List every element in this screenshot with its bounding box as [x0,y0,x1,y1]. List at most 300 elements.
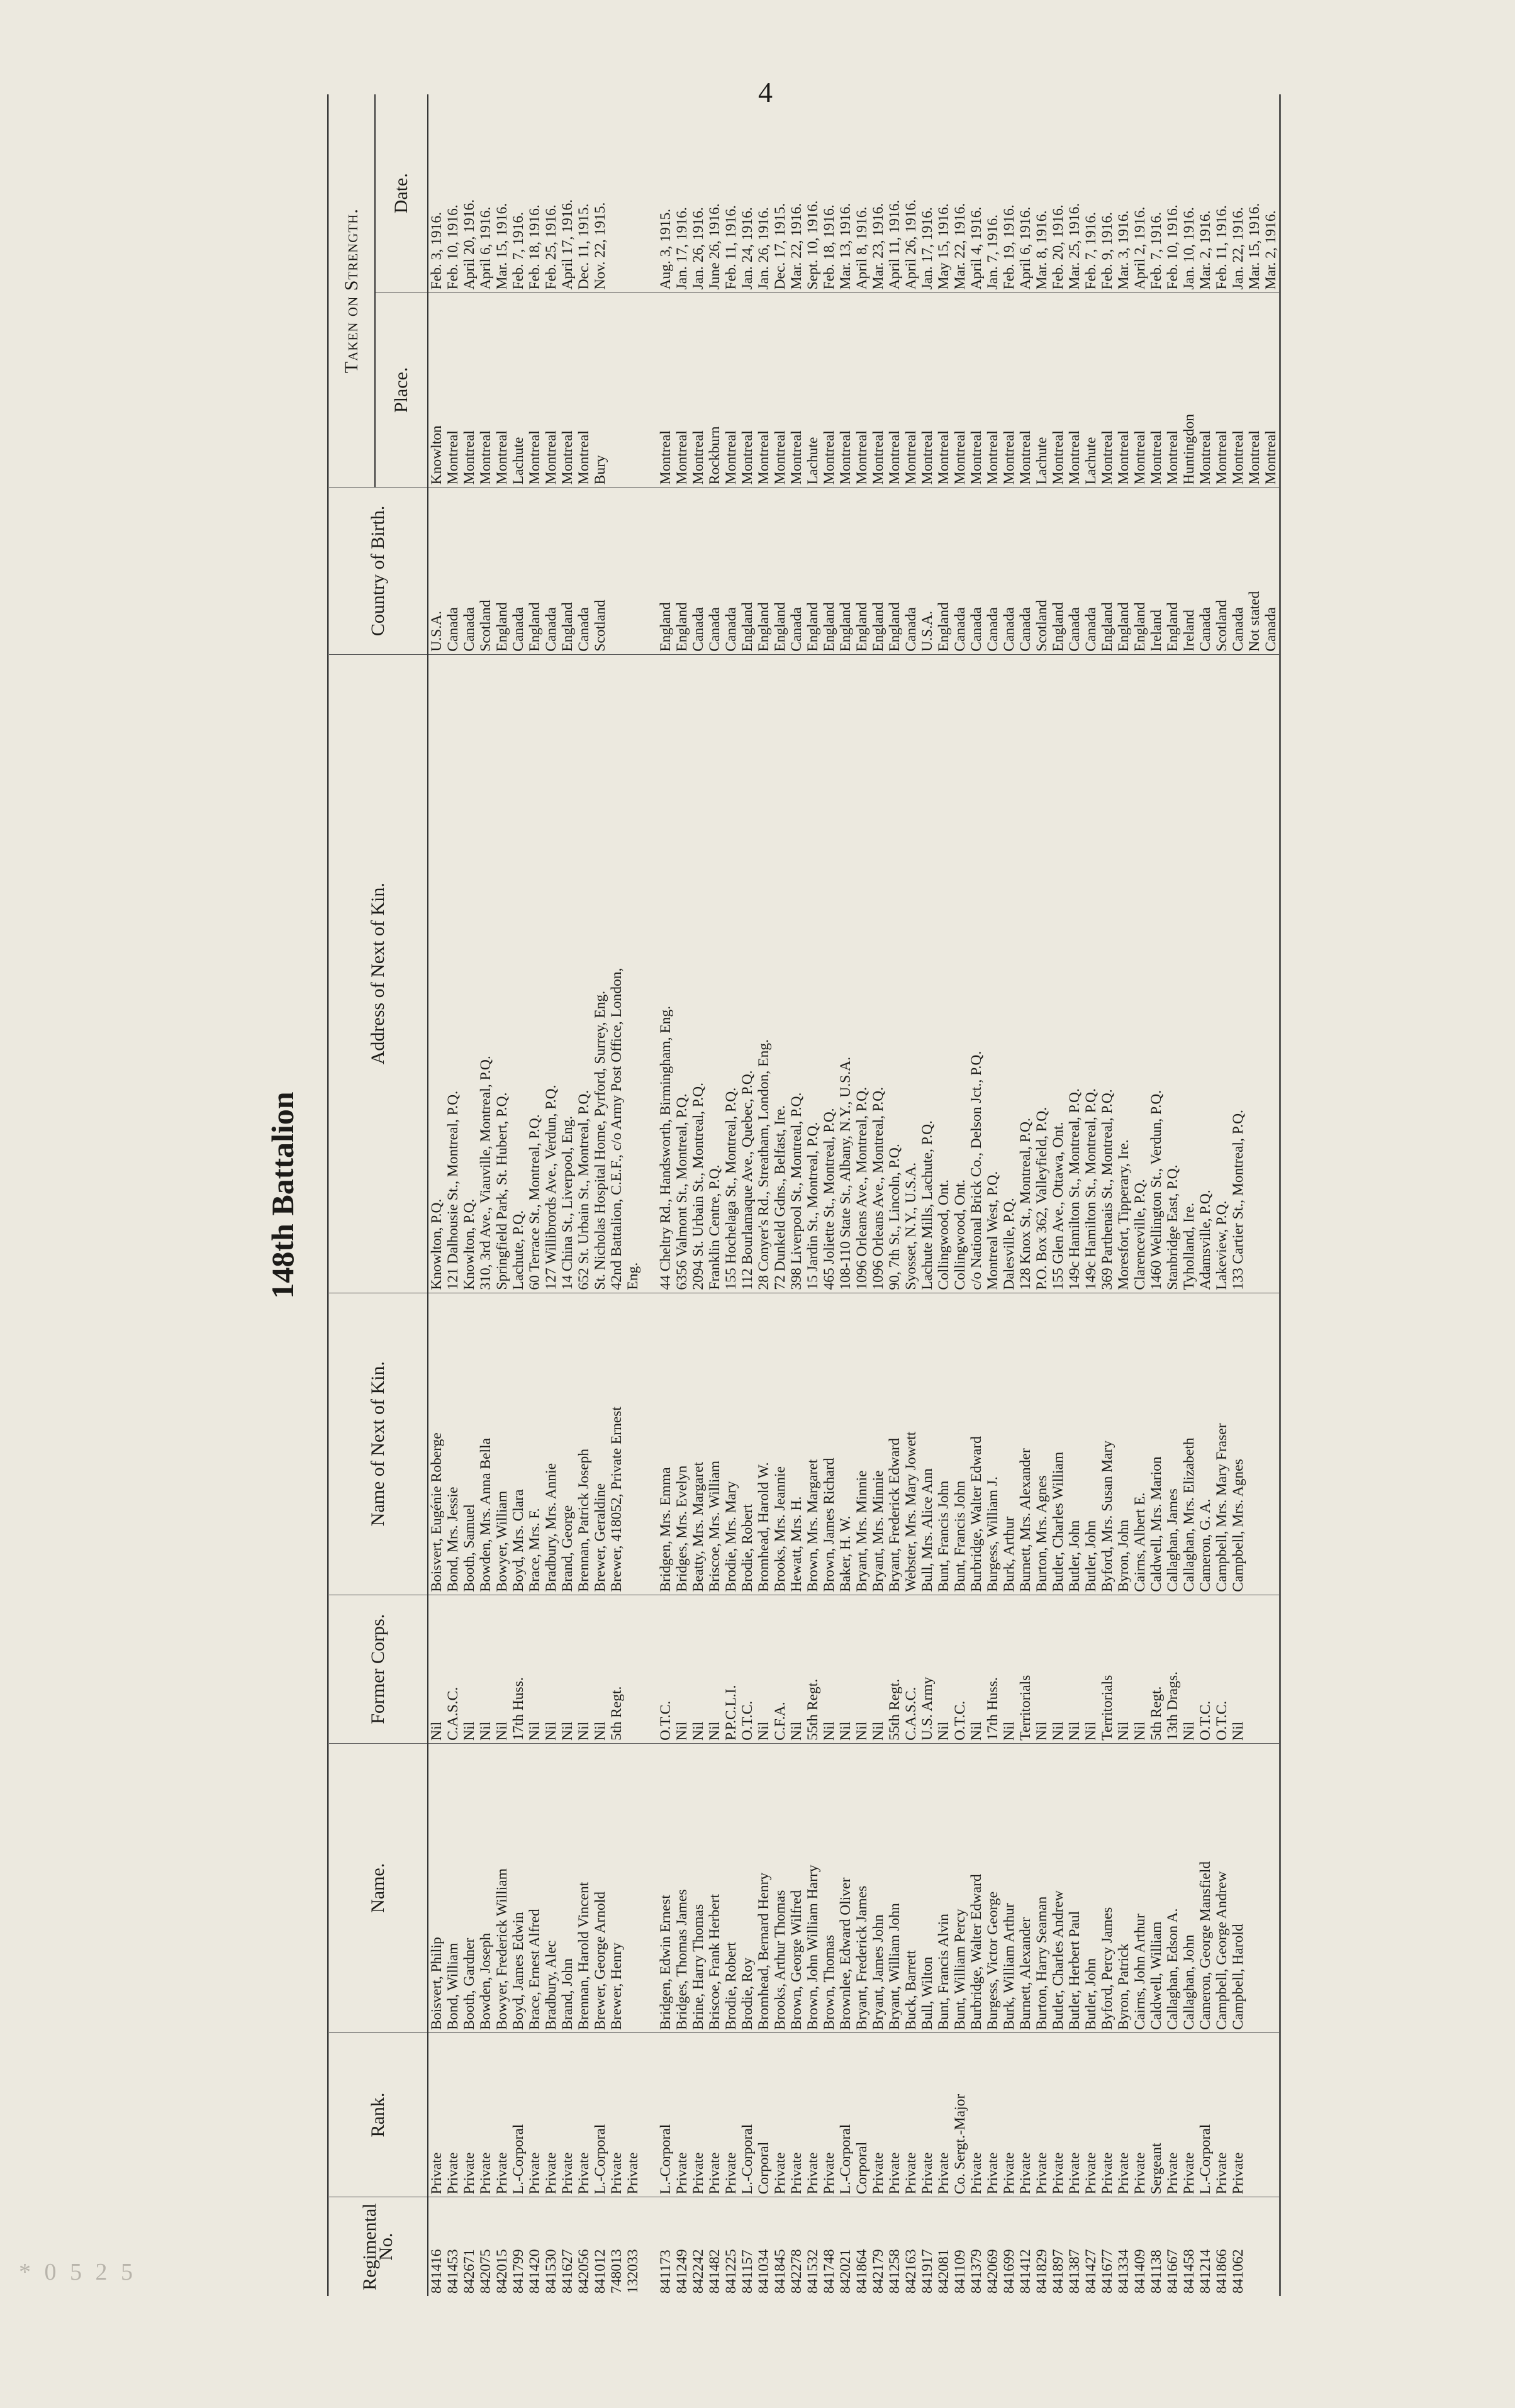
cell-former-corps: Nil [576,1595,592,1743]
cell-country: Canada [690,488,707,654]
cell-former-corps: U.S. Army [919,1595,936,1743]
cell-country: England [772,488,788,654]
table-row [854,94,870,2296]
cell-next-of-kin: Bryant, Frederick Edward [886,1293,903,1595]
table-row [1181,94,1197,2296]
cell-place: Montreal [723,293,739,488]
cell-address: Montreal West, P.Q. [985,654,1001,1293]
table-row [1246,94,1263,2296]
cell-former-corps: Nil [1132,1595,1148,1743]
header-address: Address of Next of Kin. [328,654,428,1293]
table-row [608,94,625,2296]
cell-address [641,654,657,1293]
cell-date: April 11, 1916. [886,199,903,290]
cell-former-corps [1246,1595,1263,1743]
cell-address: c/o National Brick Co., Delson Jct., P.Q. [968,654,985,1293]
cell-regimental-no: 842242 [690,2197,707,2296]
cell-rank: Private [1115,2032,1132,2197]
table-row [788,94,805,2296]
cell-rank: Private [674,2032,690,2197]
cell-country: Canada [576,488,592,654]
cell-regimental-no: 841427 [1083,2197,1099,2296]
cell-next-of-kin: Bryant, Mrs. Minnie [870,1293,886,1595]
cell-regimental-no: 132033 [625,2197,641,2296]
cell-address: 90, 7th St., Lincoln, P.Q. [886,654,903,1293]
cell-country [625,488,641,654]
cell-address: 149c Hamilton St., Montreal, P.Q. [1083,654,1099,1293]
cell-address: Springfield Park, St. Hubert, P.Q. [494,654,510,1293]
cell-rank: Private [919,2032,936,2197]
cell-name [1246,1743,1263,2032]
cell-date: Aug. 3, 1915. [657,208,674,290]
cell-regimental-no: 842671 [461,2197,478,2296]
cell-next-of-kin [1246,1293,1263,1595]
table-row [723,94,739,2296]
cell-former-corps: 5th Regt. [608,1595,625,1743]
cell-country: Canada [445,488,461,654]
cell-regimental-no: 841409 [1132,2197,1148,2296]
cell-name: Callaghan, John [1181,1743,1197,2032]
cell-regimental-no: 841379 [968,2197,985,2296]
cell-date: Feb. 11, 1916. [723,205,739,290]
cell-address: 1096 Orleans Ave., Montreal, P.Q. [870,654,886,1293]
cell-date: Jan. 24, 1916. [739,207,756,290]
cell-regimental-no [1246,2197,1263,2296]
cell-regimental-no: 842163 [903,2197,919,2296]
table-row [592,94,608,2296]
cell-country: England [1099,488,1115,654]
cell-country: Scotland [592,488,608,654]
cell-date: Jan. 26, 1916. [690,207,707,290]
cell-former-corps: Territorials [1017,1595,1034,1743]
cell-address: 44 Cheltry Rd., Handsworth, Birmingham, Eng. [657,654,674,1293]
cell-address: Lachute Mills, Lachute, P.Q. [919,654,936,1293]
table-row [690,94,707,2296]
cell-name: Bryant, William John [886,1743,903,2032]
cell-regimental-no: 841829 [1034,2197,1050,2296]
cell-regimental-no: 841627 [559,2197,576,2296]
cell-next-of-kin: Byron, John [1115,1293,1132,1595]
cell-date: Mar. 22, 1916. [788,203,805,290]
table-row [968,94,985,2296]
cell-country: Canada [985,488,1001,654]
cell-rank: Private [886,2032,903,2197]
cell-address: 369 Parthenais St., Montreal, P.Q. [1099,654,1115,1293]
cell-address: 133 Cartier St., Montreal, P.Q. [1230,654,1246,1293]
cell-next-of-kin: Bowyer, William [494,1293,510,1595]
cell-address: Collingwood, Ont. [936,654,952,1293]
cell-regimental-no: 841482 [707,2197,723,2296]
table-row [1263,94,1280,2296]
cell-name: Burbridge, Walter Edward [968,1743,985,2032]
cell-place: Montreal [870,293,886,488]
cell-name: Bradbury, Alec [543,1743,559,2032]
cell-name: Bowyer, Frederick William [494,1743,510,2032]
cell-country: England [854,488,870,654]
cell-address: Tyholland, Ire. [1181,654,1197,1293]
cell-next-of-kin: Butler, John [1083,1293,1099,1595]
cell-next-of-kin: Bradbury, Mrs. Annie [543,1293,559,1595]
cell-country: Canada [1230,488,1246,654]
cell-former-corps: O.T.C. [1197,1595,1214,1743]
table-row [674,94,690,2296]
cell-address: 398 Liverpool St., Montreal, P.Q. [788,654,805,1293]
cell-address: Clarenceville, P.Q. [1132,654,1148,1293]
cell-address: 108-110 State St., Albany, N.Y., U.S.A. [837,654,854,1293]
cell-rank: Private [478,2032,494,2197]
cell-name: Bunt, William Percy [952,1743,968,2032]
cell-country: Canada [1197,488,1214,654]
cell-date [625,94,641,293]
cell-name: Brine, Harry Thomas [690,1743,707,2032]
cell-rank: L.-Corporal [657,2032,674,2197]
cell-date: Feb. 18, 1916. [527,204,543,290]
cell-next-of-kin: Bond, Mrs. Jessie [445,1293,461,1595]
table-row [805,94,821,2296]
cell-regimental-no: 841699 [1001,2197,1017,2296]
cell-former-corps: Nil [690,1595,707,1743]
cell-regimental-no: 842278 [788,2197,805,2296]
cell-date: April 6, 1916. [1017,206,1034,290]
cell-place: Montreal [1050,293,1066,488]
cell-former-corps: Nil [461,1595,478,1743]
cell-former-corps: Nil [870,1595,886,1743]
cell-address: 60 Terrace St., Montreal, P.Q. [527,654,543,1293]
cell-rank: Private [1165,2032,1181,2197]
cell-date: Feb. 20, 1916. [1050,204,1066,290]
table-row [576,94,592,2296]
header-next-of-kin: Name of Next of Kin. [328,1293,428,1595]
cell-address: Collingwood, Ont. [952,654,968,1293]
cell-regimental-no: 841249 [674,2197,690,2296]
cell-regimental-no: 842015 [494,2197,510,2296]
table-row [494,94,510,2296]
cell-place: Montreal [690,293,707,488]
table-row [543,94,559,2296]
cell-address: Lakeview, P.Q. [1214,654,1230,1293]
cell-place: Montreal [1115,293,1132,488]
table-row [739,94,756,2296]
cell-place: Montreal [772,293,788,488]
cell-regimental-no: 841677 [1099,2197,1115,2296]
cell-country: England [739,488,756,654]
cell-country [608,488,625,654]
cell-name: Boyd, James Edwin [510,1743,527,2032]
cell-rank: Private [821,2032,837,2197]
cell-former-corps: Nil [788,1595,805,1743]
cell-address: 652 St. Urbain St., Montreal, P.Q. [576,654,592,1293]
table-row [952,94,968,2296]
cell-former-corps: Nil [1066,1595,1083,1743]
cell-former-corps: Nil [559,1595,576,1743]
cell-address: Franklin Centre, P.Q. [707,654,723,1293]
cell-name: Cameron, George Mansfield [1197,1743,1214,2032]
cell-former-corps: O.T.C. [739,1595,756,1743]
cell-address: 15 Jardin St., Montreal, P.Q. [805,654,821,1293]
cell-country [641,488,657,654]
cell-place: Montreal [837,293,854,488]
cell-date: Dec. 17, 1915. [772,203,788,290]
cell-name: Bond, William [445,1743,461,2032]
cell-country: England [657,488,674,654]
cell-next-of-kin: Burnett, Mrs. Alexander [1017,1293,1034,1595]
cell-rank: Private [788,2032,805,2197]
cell-rank: Private [494,2032,510,2197]
cell-former-corps: Nil [1034,1595,1050,1743]
cell-address: 149c Hamilton St., Montreal, P.Q. [1066,654,1083,1293]
cell-address: Lachute, P.Q. [510,654,527,1293]
cell-rank: Private [1214,2032,1230,2197]
cell-country: England [870,488,886,654]
cell-rank: Private [1017,2032,1034,2197]
cell-date: Mar. 23, 1916. [870,203,886,290]
table-row [445,94,461,2296]
cell-date: Nov. 22, 1915. [592,202,608,290]
cell-place: Montreal [1066,293,1083,488]
header-regimental-no: Regimental No. [328,2197,428,2296]
cell-next-of-kin: Cameron, G. A. [1197,1293,1214,1595]
table-row [985,94,1001,2296]
cell-place: Lachute [1083,293,1099,488]
cell-name: Brownlee, Edward Oliver [837,1743,854,2032]
cell-name: Brown, John William Harry [805,1743,821,2032]
cell-date: Feb. 7, 1916. [1148,212,1165,290]
cell-place: Montreal [1197,293,1214,488]
cell-former-corps [625,1595,641,1743]
table-row [837,94,854,2296]
cell-regimental-no: 842081 [936,2197,952,2296]
table-row [625,94,641,2296]
cell-country: Canada [1001,488,1017,654]
cell-country: England [559,488,576,654]
cell-next-of-kin: Callaghan, James [1165,1293,1181,1595]
cell-address: 1096 Orleans Ave., Montreal, P.Q. [854,654,870,1293]
cell-date: Feb. 11, 1916. [1214,205,1230,290]
cell-former-corps: C.A.S.C. [903,1595,919,1743]
cell-next-of-kin: Webster, Mrs. Mary Jowett [903,1293,919,1595]
cell-former-corps [641,1595,657,1743]
cell-regimental-no: 841458 [1181,2197,1197,2296]
cell-date: Mar. 25, 1916. [1066,203,1083,290]
cell-regimental-no: 841748 [821,2197,837,2296]
cell-date: Feb. 7, 1916. [1083,212,1099,290]
cell-rank: Private [1230,2032,1246,2197]
cell-regimental-no: 841109 [952,2197,968,2296]
cell-next-of-kin: Brown, James Richard [821,1293,837,1595]
cell-country: Canada [461,488,478,654]
cell-address: Knowlton, P.Q. [461,654,478,1293]
cell-place: Montreal [985,293,1001,488]
cell-place [625,293,641,488]
cell-regimental-no: 842069 [985,2197,1001,2296]
cell-address: 310, 3rd Ave., Viauville, Montreal, P.Q. [478,654,494,1293]
cell-next-of-kin: Campbell, Mrs. Mary Fraser [1214,1293,1230,1595]
cell-next-of-kin: Beatty, Mrs. Margaret [690,1293,707,1595]
cell-former-corps: Nil [1083,1595,1099,1743]
cell-rank [1246,2032,1263,2197]
cell-place: Montreal [739,293,756,488]
cell-next-of-kin: Bowden, Mrs. Anna Bella [478,1293,494,1595]
cell-next-of-kin: Hewatt, Mrs. H. [788,1293,805,1595]
cell-former-corps: Nil [527,1595,543,1743]
cell-rank: Private [1099,2032,1115,2197]
cell-address: 465 Joliette St., Montreal, P.Q. [821,654,837,1293]
cell-date: April 8, 1916. [854,206,870,290]
cell-country: Canada [1066,488,1083,654]
cell-regimental-no: 842021 [837,2197,854,2296]
cell-date: Sept. 10, 1916. [805,200,821,290]
header-taken-on-strength: Taken on Strength. [328,94,376,488]
cell-place: Montreal [821,293,837,488]
cell-address: Eng. [625,654,641,1293]
cell-country: England [837,488,854,654]
cell-place: Montreal [576,293,592,488]
cell-name: Bromhead, Bernard Henry [756,1743,772,2032]
cell-country: England [936,488,952,654]
cell-address: Knowlton, P.Q. [428,654,445,1293]
cell-rank: Corporal [756,2032,772,2197]
cell-place: Montreal [1263,293,1280,488]
cell-name: Brennan, Harold Vincent [576,1743,592,2032]
cell-rank: Private [772,2032,788,2197]
cell-rank: Private [1132,2032,1148,2197]
table-row [1034,94,1050,2296]
cell-rank: Sergeant [1148,2032,1165,2197]
cell-place: Montreal [756,293,772,488]
cell-place: Montreal [1132,293,1148,488]
cell-country: Canada [1263,488,1280,654]
cell-place: Montreal [936,293,952,488]
cell-country: U.S.A. [919,488,936,654]
cell-former-corps: Nil [1115,1595,1132,1743]
cell-place: Lachute [805,293,821,488]
nominal-roll [264,94,1397,2296]
cell-next-of-kin: Brand, George [559,1293,576,1595]
cell-next-of-kin: Bridgen, Mrs. Emma [657,1293,674,1595]
cell-place: Montreal [1214,293,1230,488]
cell-rank: L.-Corporal [837,2032,854,2197]
cell-rank: L.-Corporal [739,2032,756,2197]
cell-date: April 17, 1916. [559,199,576,290]
cell-name: Callaghan, Edson A. [1165,1743,1181,2032]
cell-former-corps: Nil [1230,1595,1246,1743]
cell-place: Montreal [886,293,903,488]
cell-date: Jan. 22, 1916. [1230,207,1246,290]
cell-place: Lachute [510,293,527,488]
cell-next-of-kin: Boisvert, Eugénie Roberge [428,1293,445,1595]
cell-next-of-kin: Brewer, Geraldine [592,1293,608,1595]
cell-former-corps: Nil [968,1595,985,1743]
cell-regimental-no: 841157 [739,2197,756,2296]
cell-place: Montreal [1017,293,1034,488]
table-row [821,94,837,2296]
cell-address: Syosset, N.Y., U.S.A. [903,654,919,1293]
cell-former-corps: Nil [1050,1595,1066,1743]
cell-former-corps: Nil [707,1595,723,1743]
table-row [559,94,576,2296]
cell-place: Montreal [952,293,968,488]
cell-place: Knowlton [428,293,445,488]
cell-name [1263,1743,1280,2032]
table-row [478,94,494,2296]
cell-next-of-kin: Briscoe, Mrs. William [707,1293,723,1595]
cell-date: Feb. 10, 1916. [1165,204,1181,290]
table-row [919,94,936,2296]
cell-date: Jan. 17, 1916. [674,207,690,290]
cell-date: Feb. 19, 1916. [1001,204,1017,290]
cell-former-corps: Nil [821,1595,837,1743]
cell-country: U.S.A. [428,488,445,654]
cell-country: England [674,488,690,654]
cell-country: Ireland [1148,488,1165,654]
cell-place: Montreal [903,293,919,488]
cell-rank: L.-Corporal [510,2032,527,2197]
cell-regimental-no: 841897 [1050,2197,1066,2296]
table-row [1083,94,1099,2296]
cell-address: 112 Bourlamaque Ave., Quebec, P.Q. [739,654,756,1293]
cell-country: Canada [1083,488,1099,654]
cell-rank: Corporal [854,2032,870,2197]
cell-place: Huntingdon [1181,293,1197,488]
cell-name: Bowden, Joseph [478,1743,494,2032]
cell-address: 72 Dunkeld Gdns., Belfast, Ire. [772,654,788,1293]
cell-rank: Private [690,2032,707,2197]
cell-next-of-kin: Brodie, Robert [739,1293,756,1595]
cell-place: Montreal [1230,293,1246,488]
cell-name: Byron, Patrick [1115,1743,1132,2032]
cell-regimental-no: 841214 [1197,2197,1214,2296]
cell-former-corps: Nil [494,1595,510,1743]
cell-name: Brewer, George Arnold [592,1743,608,2032]
cell-rank: Private [1066,2032,1083,2197]
cell-country: England [805,488,821,654]
cell-date: May 15, 1916. [936,203,952,290]
cell-rank: Co. Sergt.-Major [952,2032,968,2197]
cell-next-of-kin: Brewer, 418052, Private Ernest [608,1293,625,1595]
cell-former-corps: 5th Regt. [1148,1595,1165,1743]
header-country: Country of Birth. [328,488,428,654]
cell-former-corps: 13th Drags. [1165,1595,1181,1743]
cell-country: Scotland [1034,488,1050,654]
cell-former-corps: Territorials [1099,1595,1115,1743]
cell-rank: L.-Corporal [592,2032,608,2197]
cell-address [1263,654,1280,1293]
cell-place: Montreal [478,293,494,488]
cell-next-of-kin: Bromhead, Harold W. [756,1293,772,1595]
cell-former-corps: Nil [428,1595,445,1743]
cell-place: Montreal [788,293,805,488]
cell-date: April 6, 1916. [478,206,494,290]
cell-former-corps: Nil [1001,1595,1017,1743]
table-row [870,94,886,2296]
cell-place: Montreal [1001,293,1017,488]
cell-regimental-no: 841034 [756,2197,772,2296]
cell-place: Montreal [1246,293,1263,488]
cell-rank: Private [805,2032,821,2197]
table-row [1099,94,1115,2296]
cell-regimental-no: 841225 [723,2197,739,2296]
cell-name: Burton, Harry Seaman [1034,1743,1050,2032]
cell-address: Moresfort, Tipperary, Ire. [1115,654,1132,1293]
cell-date [641,94,657,293]
cell-address: 42nd Battalion, C.E.F., c/o Army Post Office, London, [608,654,625,1293]
cell-name: Bunt, Francis Alvin [936,1743,952,2032]
cell-rank: Private [1050,2032,1066,2197]
cell-country: England [494,488,510,654]
table-row [428,94,445,2296]
cell-name: Campbell, Harold [1230,1743,1246,2032]
cell-address: Dalesville, P.Q. [1001,654,1017,1293]
